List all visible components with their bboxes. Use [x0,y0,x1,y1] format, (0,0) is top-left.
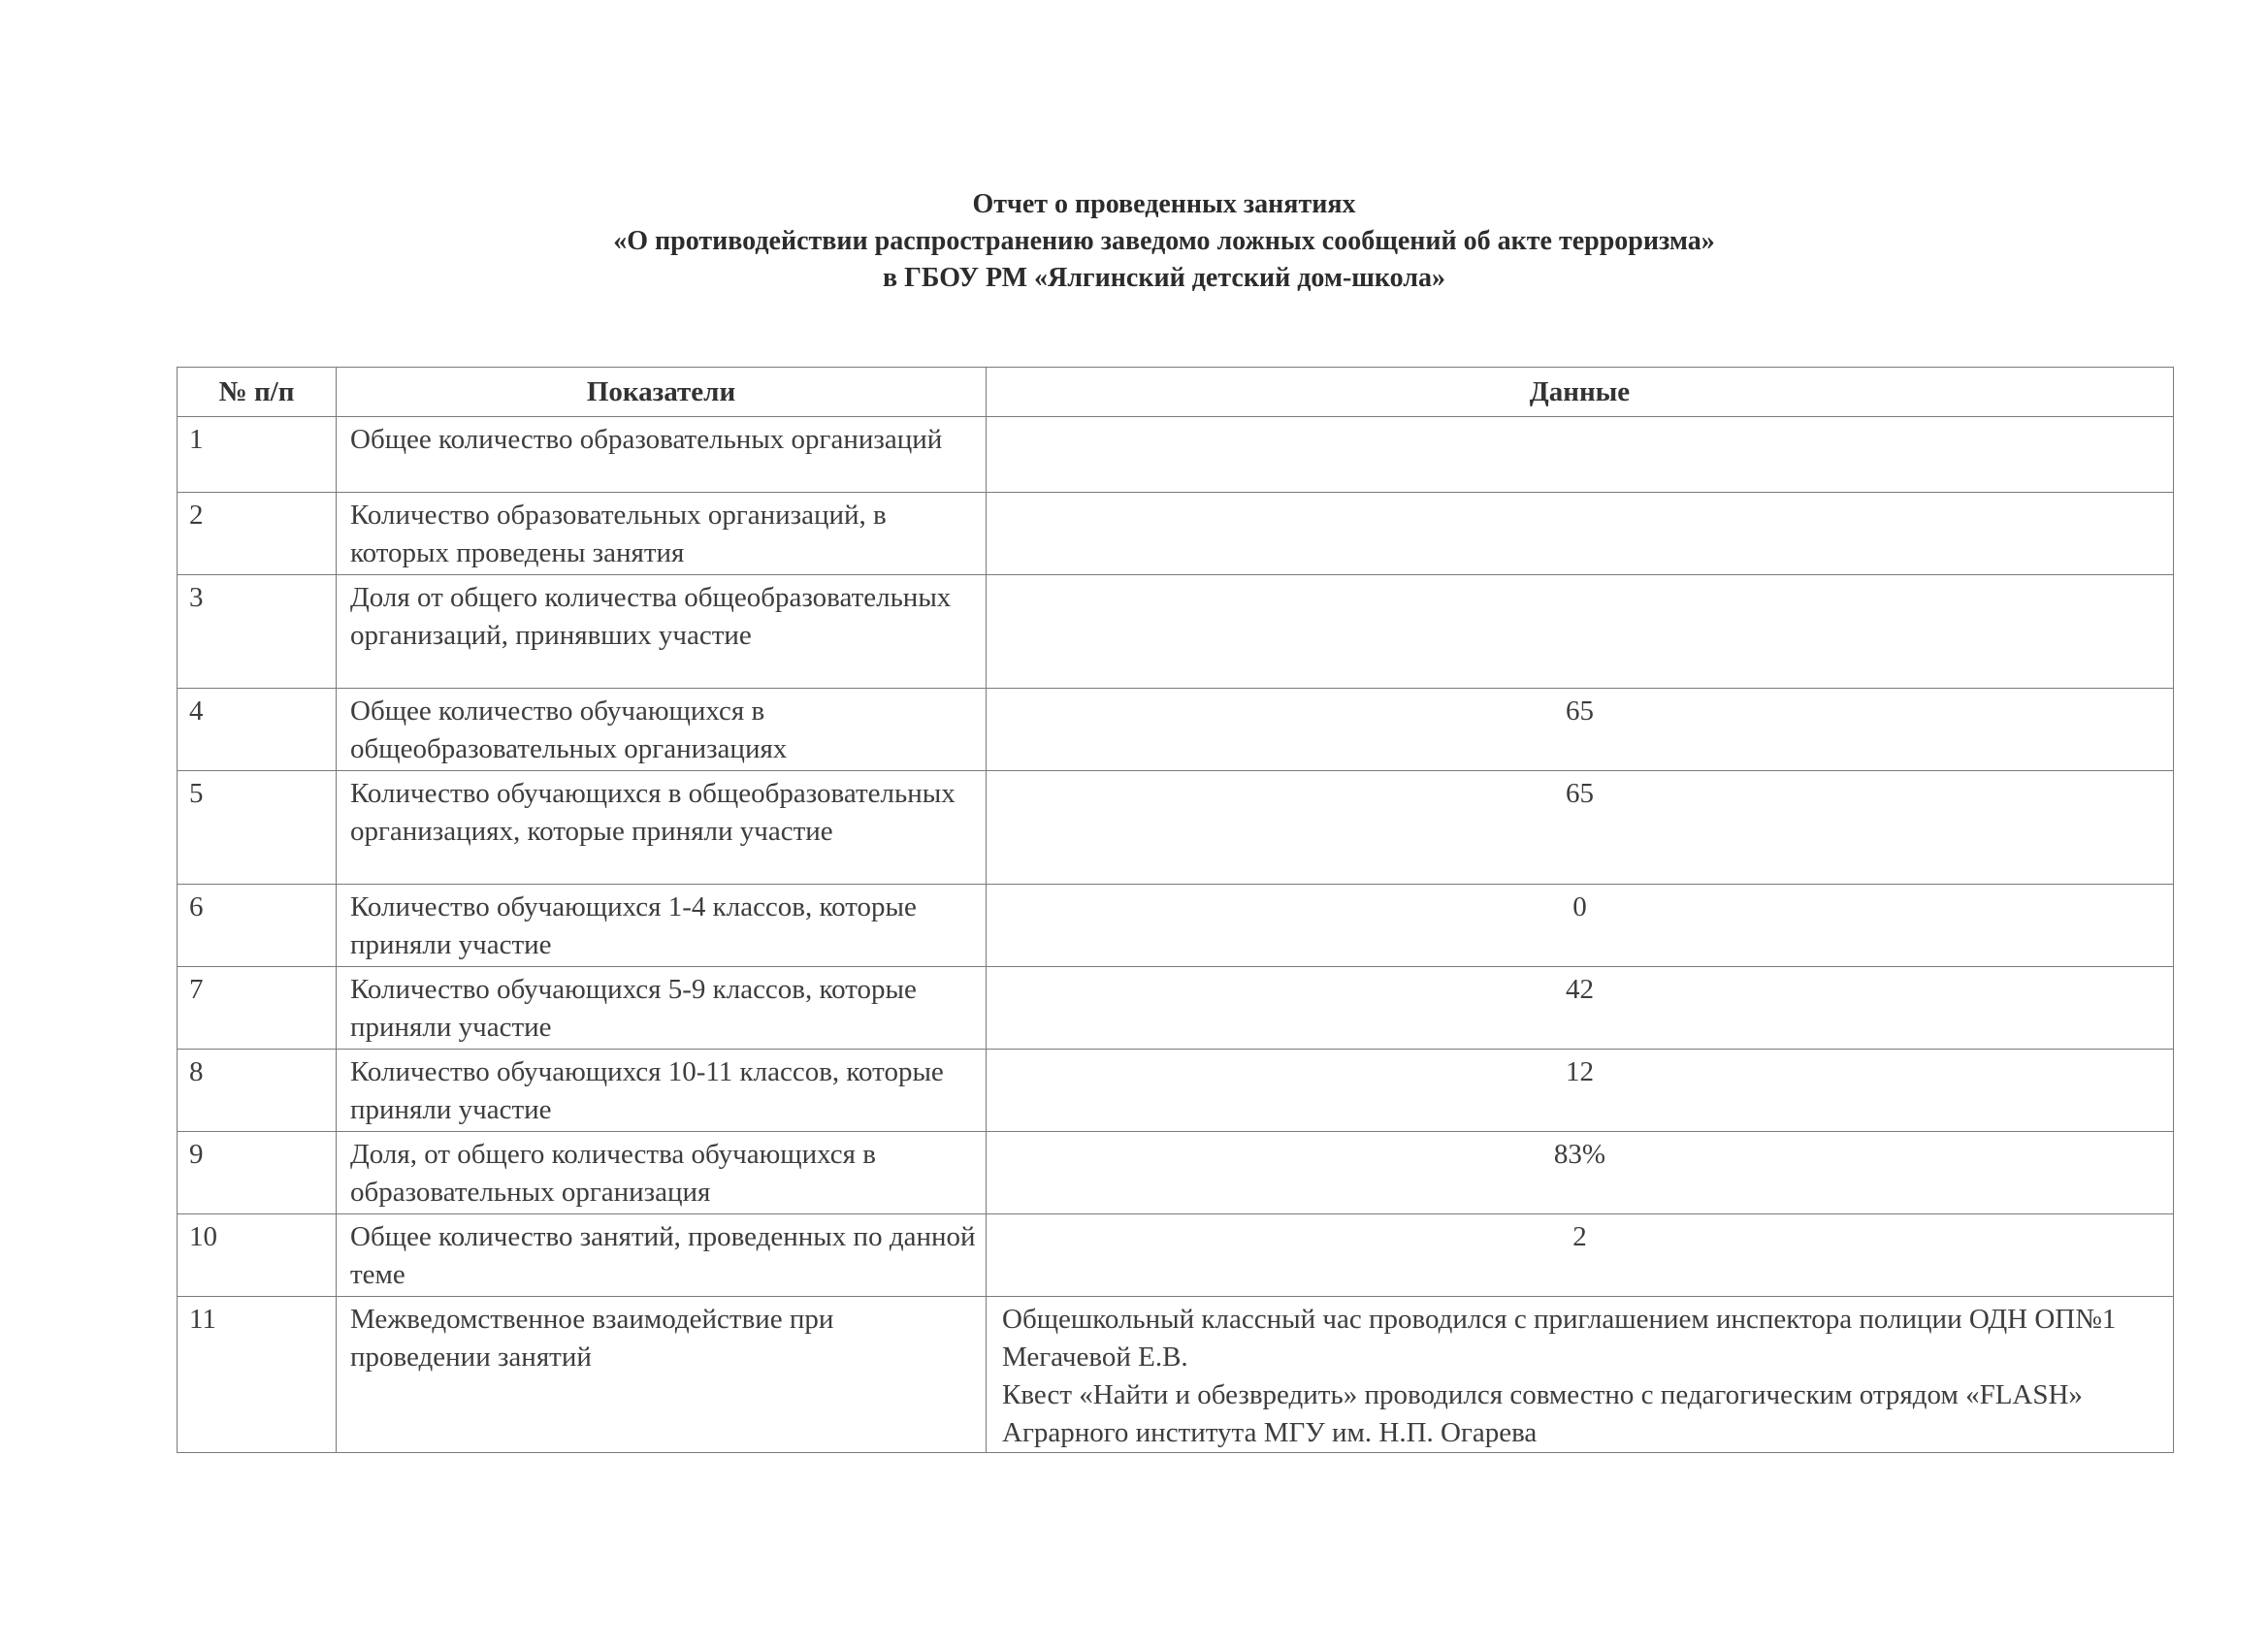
table-row [178,1132,2174,1214]
row-indicator: Общее количество обучающихся в общеобразовательных организациях [337,689,987,771]
row-indicator: Общее количество образовательных организаций [337,417,987,493]
table-row [178,493,2174,575]
row-value: 65 [987,689,2174,771]
title-line-3: в ГБОУ РМ «Ялгинский детский дом-школа» [882,263,1446,293]
header-indicator: Показатели [337,368,987,417]
title-line-1: Отчет о проведенных занятиях [972,189,1356,219]
row-indicator: Количество обучающихся 10-11 классов, которые приняли участие [337,1050,987,1132]
row-number: 6 [178,885,337,967]
row-indicator: Доля, от общего количества обучающихся в образовательных организация [337,1132,987,1214]
interaction-text-2: Квест «Найти и обезвредить» проводился совместно с педагогическим отрядом «FLASH» Аграрного института МГУ им. Н.П. Огарева [1002,1379,2083,1448]
row-indicator: Количество обучающихся 1-4 классов, которые приняли участие [337,885,987,967]
row-number: 4 [178,689,337,771]
table-row [178,1214,2174,1297]
row-number: 9 [178,1132,337,1214]
table-row [178,967,2174,1050]
table-row [178,771,2174,885]
header-data: Данные [987,368,2174,417]
row-value: 83% [987,1132,2174,1214]
row-number: 5 [178,771,337,885]
row-number: 1 [178,417,337,493]
table-row [178,1050,2174,1132]
row-number: 2 [178,493,337,575]
table-header-row [178,368,2174,417]
row-number: 3 [178,575,337,689]
row-number: 7 [178,967,337,1050]
row-value [987,417,2174,493]
row-value: 12 [987,1050,2174,1132]
header-number: № п/п [178,368,337,417]
row-indicator: Межведомственное взаимодействие при проведении занятий [337,1297,987,1453]
row-value: 42 [987,967,2174,1050]
row-value: 2 [987,1214,2174,1297]
interaction-text-1: Общешкольный классный час проводился с приглашением инспектора полиции ОДН ОП№1 Мегачевой Е.В. [1002,1304,2117,1373]
row-number: 10 [178,1214,337,1297]
row-value [987,575,2174,689]
row-value [987,1297,2174,1453]
table-row [178,689,2174,771]
row-indicator: Количество обучающихся в общеобразовательных организациях, которые приняли участие [337,771,987,885]
row-indicator: Общее количество занятий, проведенных по данной теме [337,1214,987,1297]
row-indicator: Количество образовательных организаций, в которых проведены занятия [337,493,987,575]
row-number: 8 [178,1050,337,1132]
table-row [178,885,2174,967]
report-title [0,186,2268,297]
row-value [987,493,2174,575]
row-number: 11 [178,1297,337,1453]
report-table [177,367,2174,1453]
row-value: 0 [987,885,2174,967]
row-value: 65 [987,771,2174,885]
row-indicator: Количество обучающихся 5-9 классов, которые приняли участие [337,967,987,1050]
title-line-2: «О противодействии распространению заведомо ложных сообщений об акте терроризма» [613,226,1715,256]
row-indicator: Доля от общего количества общеобразовательных организаций, принявших участие [337,575,987,689]
table-row [178,417,2174,493]
table-row [178,575,2174,689]
table-row [178,1297,2174,1453]
